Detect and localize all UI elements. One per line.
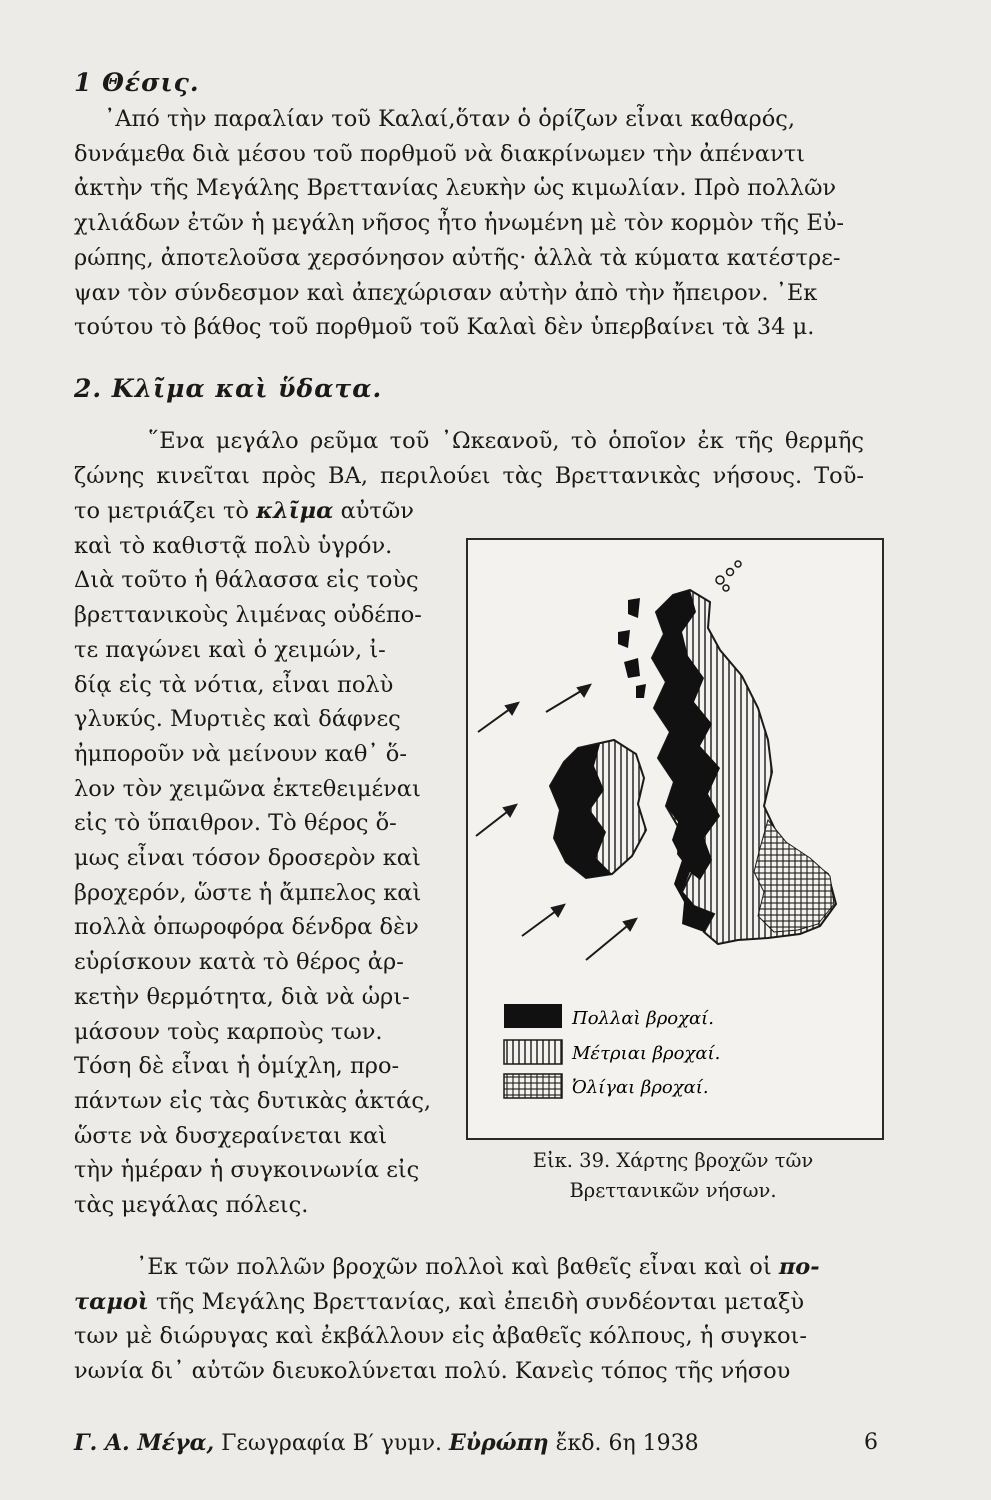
figure-caption — [466, 1146, 880, 1206]
text-line: δίᾳ εἰς τὰ νότια, εἶναι πολὺ — [74, 671, 394, 698]
text-line: ἀκτὴν τῆς Μεγάλης Βρεττανίας λευκὴν ὡς κιμωλίαν. Πρὸ πολλῶν — [74, 175, 837, 202]
text-line: βρεττανικοὺς λιμένας οὐδέπο- — [74, 602, 422, 629]
text-line: ρώπης, ἀποτελοῦσα χερσόνησον αὐτῆς· ἀλλὰ τὰ κύματα κατέστρε- — [74, 244, 841, 271]
text-line: χιλιάδων ἐτῶν ἡ μεγάλη νῆσος ἦτο ἡνωμένη μὲ τὸν κορμὸν τῆς Εὐ- — [74, 210, 845, 237]
text-line: εὑρίσκουν κατὰ τὸ θέρος ἀρ- — [74, 949, 404, 976]
page-footer — [74, 1430, 878, 1456]
text-line: γλυκύς. Μυρτιὲς καὶ δάφνες — [74, 706, 401, 733]
text-line: μως εἶναι τόσον δροσερὸν καὶ — [74, 845, 421, 872]
text-line: των μὲ διώρυγας καὶ ἐκβάλλουν εἰς ἀβαθεῖς κόλπους, ἡ συγκοι- — [74, 1323, 807, 1350]
section-2-paragraph-narrow — [74, 494, 436, 1223]
section-2-paragraph-top — [74, 424, 864, 493]
section-1-heading: 1 Θέσις. — [74, 68, 200, 97]
text-line: ὥστε νὰ δυσχεραίνεται καὶ — [74, 1122, 388, 1149]
text-line: ταμοὶ τῆς Μεγάλης Βρεττανίας, καὶ ἐπειδὴ συνδέονται μεταξὺ — [74, 1288, 805, 1315]
text-line: μάσουν τοὺς καρποὺς των. — [74, 1018, 383, 1045]
rivers-term-part1: πο- — [778, 1254, 820, 1280]
text-line: βροχερόν, ὥστε ἡ ἄμπελος καὶ — [74, 879, 422, 906]
text-line: νωνία δι᾿ αὐτῶν διευκολύνεται πολύ. Κανεὶς τόπος τῆς νήσου — [74, 1358, 791, 1385]
text-line: δυνάμεθα διὰ μέσου τοῦ πορθμοῦ νὰ διακρίνωμεν τὴν ἀπέναντι — [74, 140, 805, 167]
text-line: τούτου τὸ βάθος τοῦ πορθμοῦ τοῦ Καλαὶ δὲν ὑπερβαίνει τὰ 34 μ. — [74, 314, 815, 341]
legend-label-heavy: Πολλαὶ βροχαί. — [572, 1008, 714, 1029]
footer-subject: Εὐρώπη — [448, 1430, 549, 1456]
text-line: τε παγώνει καὶ ὁ χειμών, ἰ- — [74, 636, 386, 663]
text-line: ψαν τὸν σύνδεσμον καὶ ἀπεχώρισαν αὐτὴν ἀπὸ τὴν ἤπειρον. ᾿Εκ — [74, 279, 818, 306]
footer-edition: ἔκδ. 6η 1938 — [555, 1431, 699, 1456]
legend-swatch-heavy — [504, 1004, 562, 1028]
low-rainfall-zone — [754, 820, 834, 932]
text-line: πολλὰ ὀπωροφόρα δένδρα δὲν — [74, 914, 419, 941]
text-line-climate: το μετριάζει τὸ κλῖμα αὐτῶν — [74, 498, 414, 524]
text-line: κετὴν θερμότητα, διὰ νὰ ὡρι- — [74, 983, 410, 1010]
text-line: καὶ τὸ καθιστᾷ πολὺ ὑγρόν. — [74, 532, 393, 559]
rivers-paragraph — [74, 1250, 874, 1389]
legend-label-moderate: Μέτριαι βροχαί. — [572, 1043, 721, 1064]
section-1-paragraph — [74, 102, 864, 345]
footer-book: Γεωγραφία Β′ γυμν. — [221, 1431, 442, 1456]
legend-label-low: Ὀλίγαι βροχαί. — [572, 1077, 709, 1098]
text-line: εἰς τὸ ὕπαιθρον. Τὸ θέρος ὅ- — [74, 810, 397, 837]
text-line: ᾿Εκ τῶν πολλῶν βροχῶν πολλοὶ καὶ βαθεῖς εἶναι καὶ οἱ πο- — [136, 1254, 820, 1280]
text-line: λον τὸν χειμῶνα ἐκτεθειμέναι — [74, 775, 421, 802]
section-2-heading: 2. Κλῖμα καὶ ὕδατα. — [74, 374, 383, 403]
caption-line: Εἰκ. 39. Χάρτης βροχῶν τῶν — [532, 1149, 814, 1172]
hebrides-islands — [618, 598, 646, 698]
legend-swatch-moderate — [504, 1040, 562, 1064]
text-line: Τόση δὲ εἶναι ἡ ὁμίχλη, προ- — [74, 1053, 400, 1080]
text-line: ᾿Από τὴν παραλίαν τοῦ Καλαί,ὅταν ὁ ὁρίζων εἶναι καθαρός, — [104, 106, 796, 132]
rivers-term-part2: ταμοὶ — [74, 1288, 149, 1315]
text-line: πάντων εἰς τὰς δυτικὰς ἀκτάς, — [74, 1087, 432, 1114]
footer-author: Γ. Α. Μέγα, — [74, 1430, 215, 1456]
text-line: ἠμποροῦν νὰ μείνουν καθ᾿ ὅ- — [74, 740, 407, 767]
text-line: τὰς μεγάλας πόλεις. — [74, 1192, 309, 1219]
legend-swatch-low — [504, 1074, 562, 1098]
rainfall-map-figure — [466, 538, 884, 1140]
text-line: ῞Ενα μεγάλο ρεῦμα τοῦ ᾿Ωκεανοῦ, τὸ ὁποῖον ἐκ τῆς θερμῆς — [148, 428, 864, 454]
text-line: τὴν ἡμέραν ἡ συγκοινωνία εἰς — [74, 1157, 420, 1184]
climate-term: κλῖμα — [256, 498, 334, 524]
text-line: ζώνης κινεῖται πρὸς ΒΑ, περιλούει τὰς Βρεττανικὰς νήσους. Τοῦ- — [74, 462, 864, 489]
caption-line: Βρεττανικῶν νήσων. — [569, 1179, 777, 1202]
page-number: 6 — [864, 1430, 878, 1455]
rainfall-map — [468, 540, 882, 1138]
text-line: Διὰ τοῦτο ἡ θάλασσα εἰς τοὺς — [74, 567, 419, 594]
